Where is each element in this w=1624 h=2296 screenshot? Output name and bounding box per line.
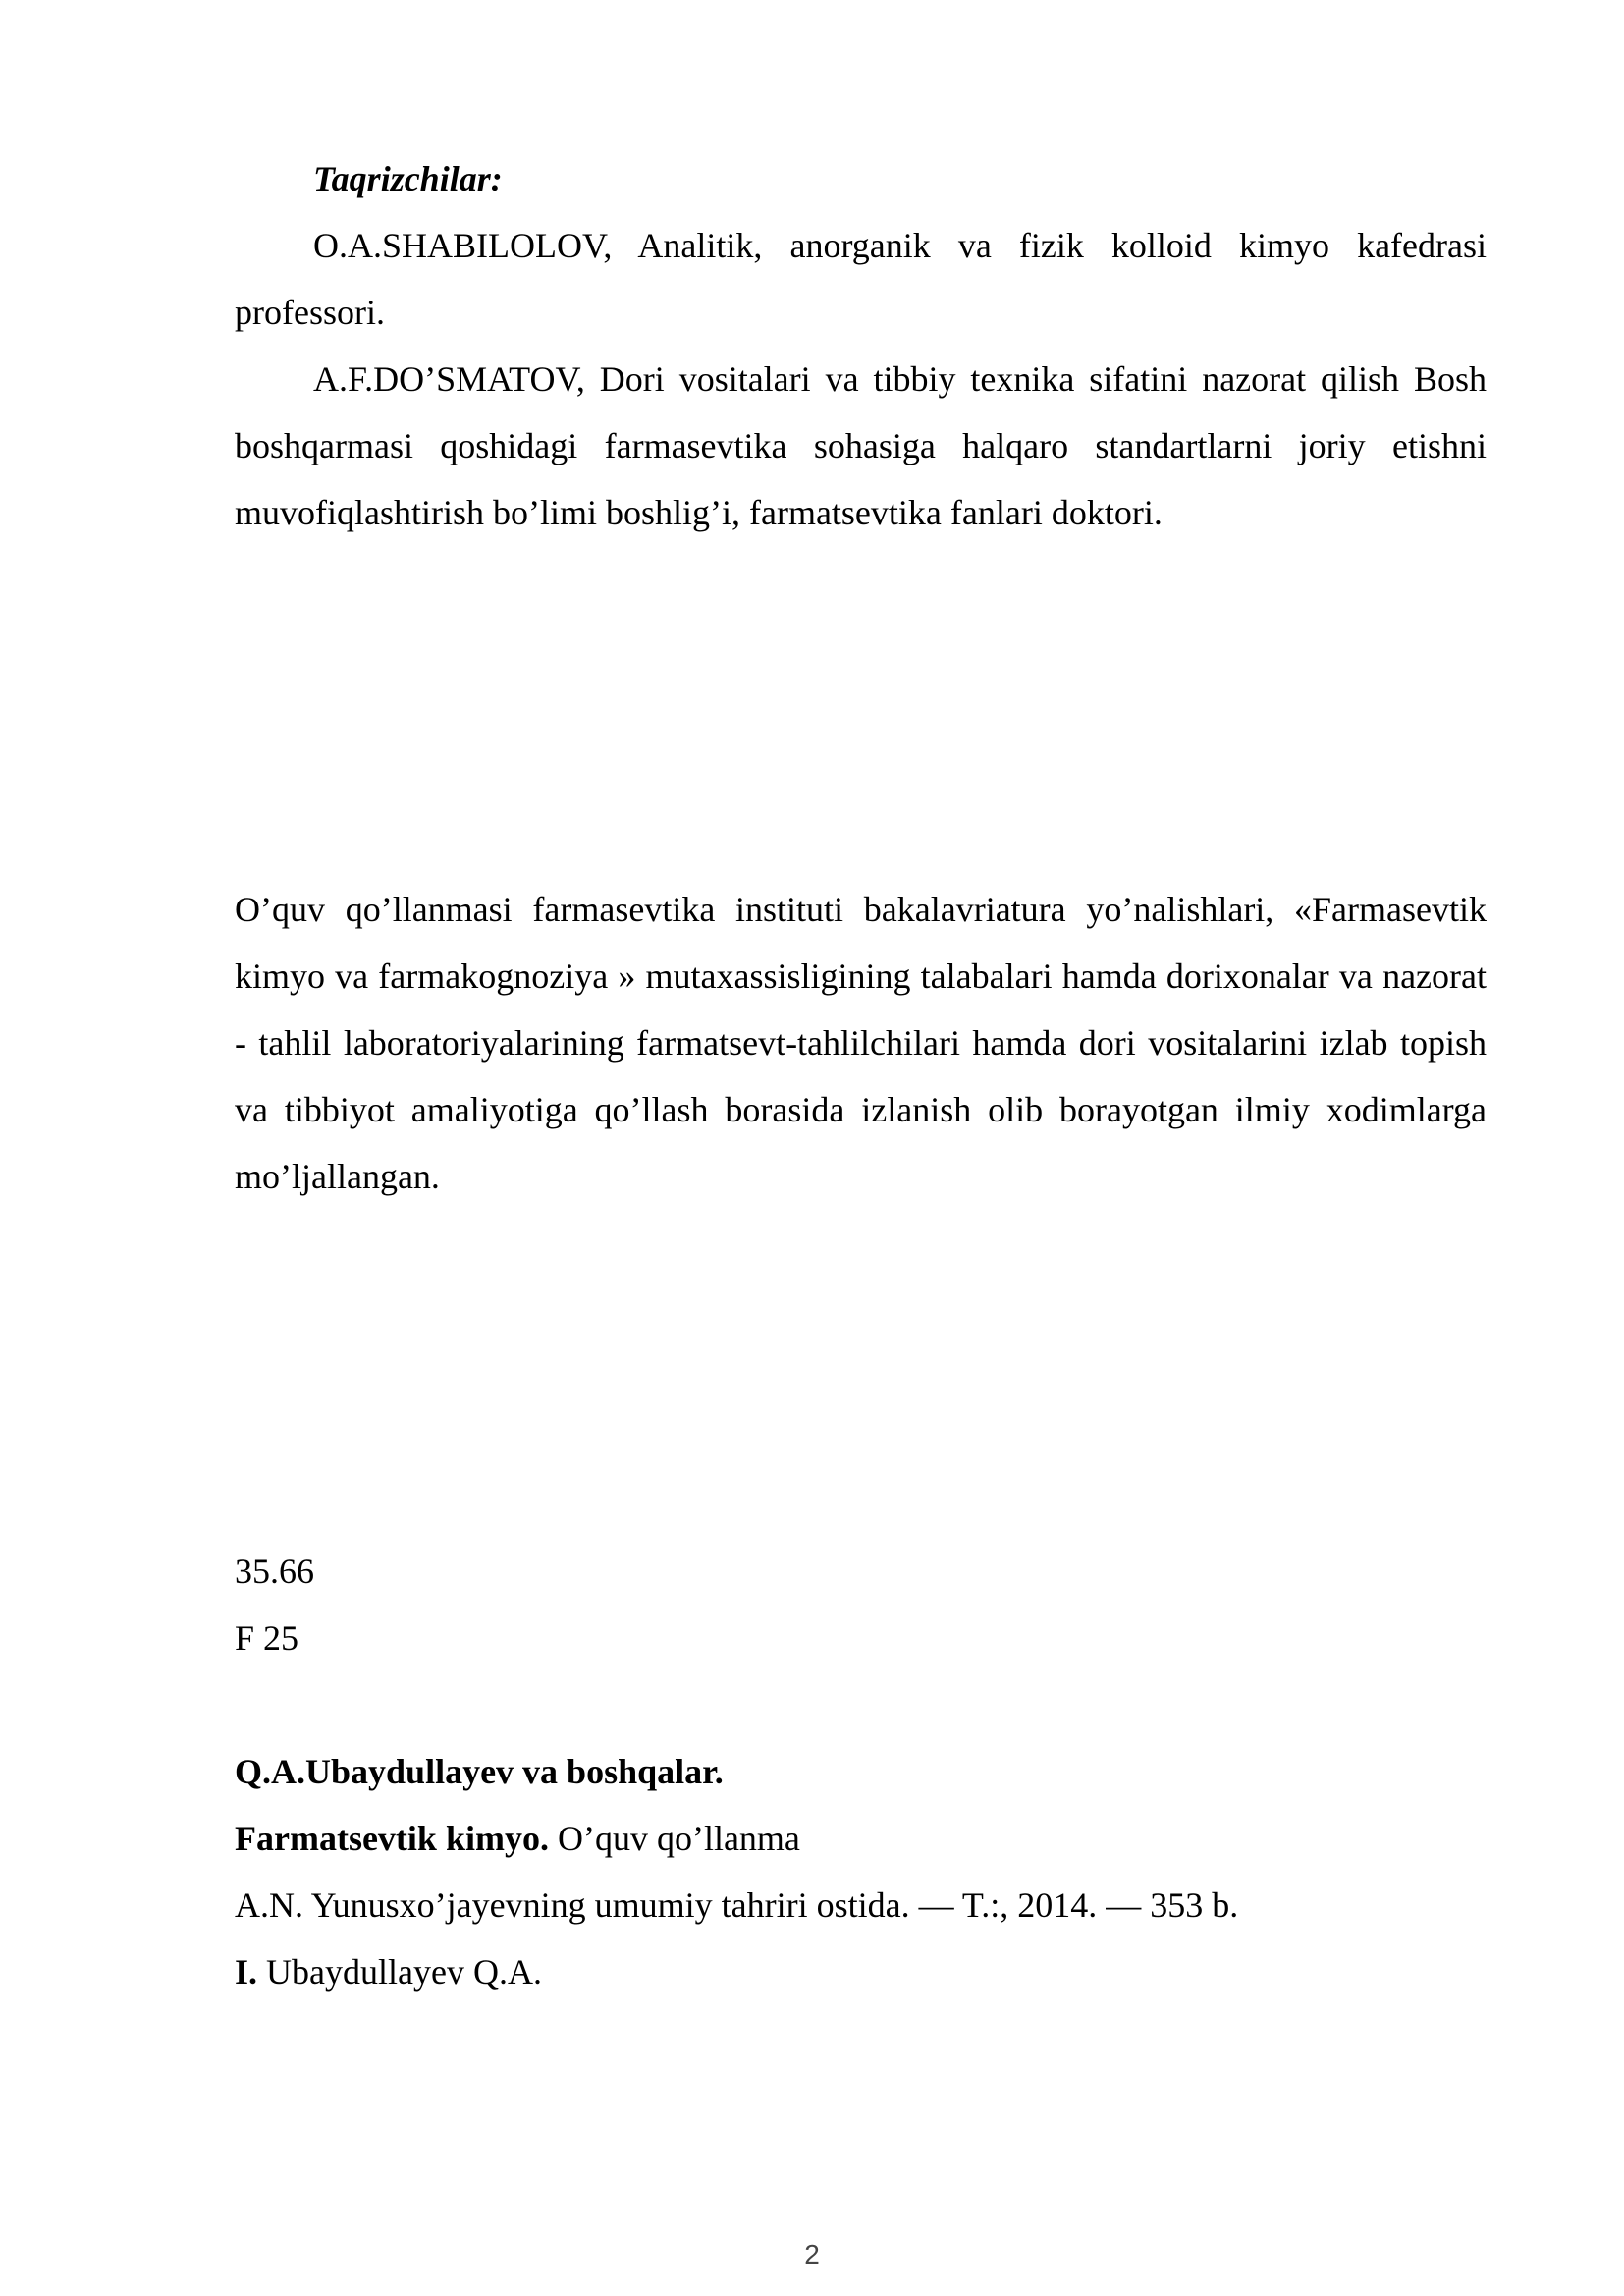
- bibliography-title-type: O’quv qo’llanma: [548, 1819, 800, 1858]
- classification-code: 35.66: [235, 1552, 314, 1591]
- bibliography-entry-name: Ubaydullayev Q.A.: [257, 1952, 542, 1992]
- bibliography-editor-line: A.N. Yunusxo’jayevning umumiy tahriri ostida. — T.:, 2014. — 353 b.: [235, 1886, 1239, 1925]
- reviewers-heading: Taqrizchilar:: [313, 159, 503, 198]
- reviewers-section: [235, 145, 1487, 546]
- bibliography-authors: Q.A.Ubaydullayev va boshqalar.: [235, 1752, 724, 1791]
- bibliography-entry-line: [235, 1939, 1487, 2005]
- bibliography-title-line: [235, 1805, 1487, 1872]
- bibliography-section: [235, 1738, 1487, 2005]
- page-number: 2: [804, 2239, 820, 2269]
- classification-index: F 25: [235, 1618, 299, 1658]
- reviewer-item: A.F.DO’SMATOV, Dori vositalari va tibbiy texnika sifatini nazorat qilish Bosh boshqarmasi qoshidagi farmasevtika sohasiga halqaro standartlarni joriy etishni muvofiqlashtirish bo’limi boshlig’i, farmatsevtika fanlari doktori.: [235, 359, 1487, 532]
- classification-section: [235, 1538, 1487, 1671]
- bibliography-entry-numeral: I.: [235, 1952, 258, 1992]
- purpose-paragraph: O’quv qo’llanmasi farmasevtika instituti bakalavriatura yo’nalishlari, «Farmasevtik kimyo va farmakognoziya » mutaxassisligining talabalari hamda dorixonalar va nazorat - tahlil laboratoriyalarining farmatsevt-tahlilchilari hamda dori vositalarini izlab topish va tibbiyot amaliyotiga qo’llash borasida izlanish olib borayotgan ilmiy xodimlarga mo’ljallangan.: [235, 890, 1487, 1196]
- reviewer-item: O.A.SHABILOLOV, Analitik, anorganik va fizik kolloid kimyo kafedrasi professori.: [235, 226, 1487, 332]
- purpose-section: [235, 876, 1487, 1210]
- bibliography-title: Farmatsevtik kimyo.: [235, 1819, 549, 1858]
